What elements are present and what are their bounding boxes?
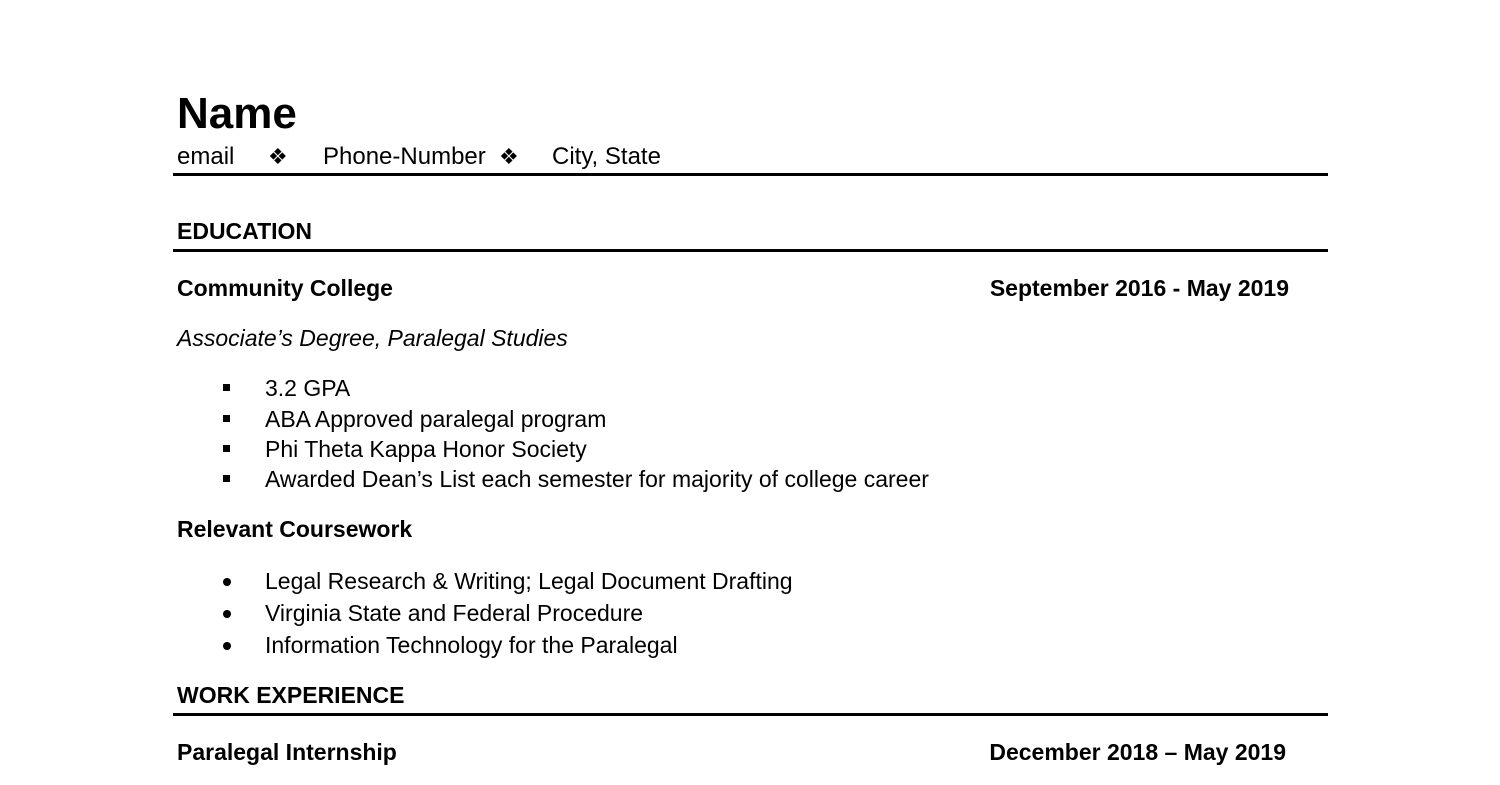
disc-bullet-icon: [223, 610, 231, 618]
list-item: [0, 404, 1500, 434]
school-name: Community College: [177, 275, 393, 301]
disc-bullet-icon: [223, 578, 231, 586]
work-dates: December 2018 – May 2019: [989, 739, 1286, 765]
education-dates: September 2016 - May 2019: [989, 275, 1289, 301]
highlight-text: Phi Theta Kappa Honor Society: [265, 436, 587, 462]
coursework-title: Relevant Coursework: [177, 516, 413, 542]
diamond-separator-icon: ❖: [268, 144, 288, 169]
degree-title: Associate’s Degree, Paralegal Studies: [177, 325, 568, 351]
highlight-text: 3.2 GPA: [265, 375, 351, 401]
course-text: Information Technology for the Paralegal: [265, 632, 678, 658]
list-item: [0, 464, 1500, 494]
list-item: [0, 598, 1500, 628]
highlight-text: Awarded Dean’s List each semester for majority of college career: [265, 466, 929, 492]
location-text: City, State: [552, 143, 661, 170]
education-divider: [173, 249, 1328, 252]
square-bullet-icon: [223, 415, 230, 422]
disc-bullet-icon: [223, 642, 231, 650]
list-item: [0, 434, 1500, 464]
position-title: Paralegal Internship: [177, 739, 397, 765]
work-experience-divider: [173, 713, 1328, 716]
highlight-text: ABA Approved paralegal program: [265, 406, 607, 432]
list-item: [0, 373, 1500, 403]
education-section-title: EDUCATION: [177, 218, 313, 244]
phone-text: Phone-Number: [323, 143, 486, 170]
header-divider: [173, 173, 1328, 176]
email-text: email: [177, 143, 235, 170]
square-bullet-icon: [223, 384, 230, 391]
list-item: [0, 566, 1500, 596]
course-text: Virginia State and Federal Procedure: [265, 600, 644, 626]
work-experience-section-title: WORK EXPERIENCE: [177, 682, 405, 708]
candidate-name: Name: [177, 89, 297, 138]
square-bullet-icon: [223, 475, 230, 482]
list-item: [0, 630, 1500, 660]
course-text: Legal Research & Writing; Legal Document Drafting: [265, 568, 793, 594]
diamond-separator-icon: ❖: [499, 144, 519, 169]
square-bullet-icon: [223, 445, 230, 452]
